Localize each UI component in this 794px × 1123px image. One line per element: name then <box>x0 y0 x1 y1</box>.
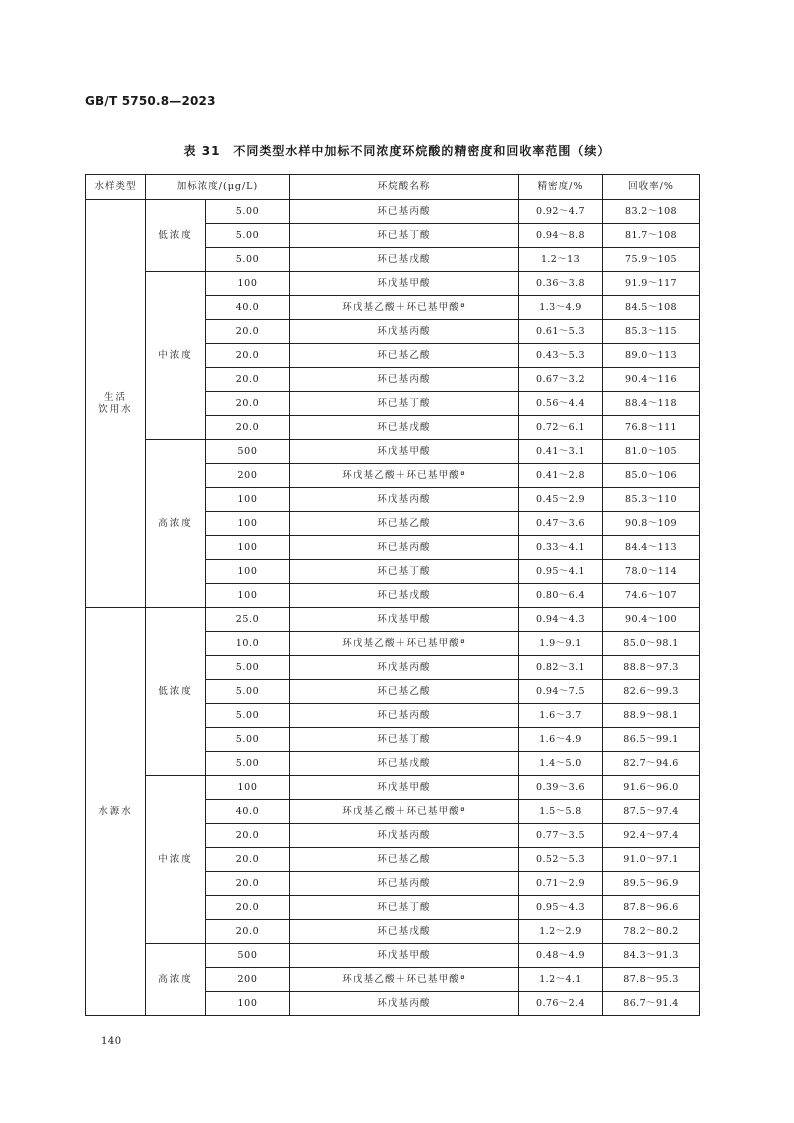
spike-conc-cell: 100 <box>206 488 290 512</box>
spike-conc-cell: 5.00 <box>206 200 290 224</box>
recovery-cell: 85.3～110 <box>603 488 700 512</box>
recovery-cell: 90.4～116 <box>603 368 700 392</box>
table-row <box>86 200 700 224</box>
acid-name-cell: 环已基戊酸 <box>290 248 519 272</box>
acid-name-cell: 环已基戊酸 <box>290 752 519 776</box>
precision-cell: 1.2～13 <box>519 248 603 272</box>
spike-conc-cell: 5.00 <box>206 728 290 752</box>
precision-cell: 0.95～4.1 <box>519 560 603 584</box>
acid-name-cell: 环戊基丙酸 <box>290 488 519 512</box>
recovery-cell: 74.6～107 <box>603 584 700 608</box>
water-type-cell <box>86 608 146 1016</box>
acid-name-cell: 环已基戊酸 <box>290 584 519 608</box>
recovery-cell: 86.5～99.1 <box>603 728 700 752</box>
precision-cell: 0.61～5.3 <box>519 320 603 344</box>
spike-conc-cell: 20.0 <box>206 320 290 344</box>
spike-conc-cell: 100 <box>206 512 290 536</box>
acid-name-cell: 环已基丁酸 <box>290 896 519 920</box>
acid-name-cell: 环戊基乙酸＋环已基甲酸ª <box>290 632 519 656</box>
spike-conc-cell: 500 <box>206 440 290 464</box>
standard-code: GB/T 5750.8—2023 <box>85 94 216 108</box>
recovery-cell: 82.7～94.6 <box>603 752 700 776</box>
acid-name-cell: 环戊基丙酸 <box>290 320 519 344</box>
acid-name-cell: 环已基丙酸 <box>290 200 519 224</box>
col-header-water-type: 水样类型 <box>86 175 146 200</box>
acid-name-cell: 环已基戊酸 <box>290 920 519 944</box>
acid-name-cell: 环戊基乙酸＋环已基甲酸ª <box>290 296 519 320</box>
recovery-cell: 84.4～113 <box>603 536 700 560</box>
spike-conc-cell: 20.0 <box>206 824 290 848</box>
recovery-cell: 85.0～98.1 <box>603 632 700 656</box>
spike-conc-cell: 10.0 <box>206 632 290 656</box>
acid-name-cell: 环戊基甲酸 <box>290 440 519 464</box>
acid-name-cell: 环已基丙酸 <box>290 872 519 896</box>
col-header-spike-conc: 加标浓度/(μg/L) <box>146 175 290 200</box>
recovery-cell: 75.9～105 <box>603 248 700 272</box>
acid-name-cell: 环已基丁酸 <box>290 728 519 752</box>
precision-cell: 0.77～3.5 <box>519 824 603 848</box>
precision-cell: 0.41～3.1 <box>519 440 603 464</box>
recovery-cell: 87.5～97.4 <box>603 800 700 824</box>
col-header-acid-name: 环烷酸名称 <box>290 175 519 200</box>
spike-conc-cell: 25.0 <box>206 608 290 632</box>
recovery-cell: 83.2～108 <box>603 200 700 224</box>
spike-conc-cell: 5.00 <box>206 680 290 704</box>
recovery-cell: 85.0～106 <box>603 464 700 488</box>
precision-cell: 0.43～5.3 <box>519 344 603 368</box>
spike-conc-cell: 100 <box>206 992 290 1016</box>
spike-conc-cell: 5.00 <box>206 224 290 248</box>
acid-name-cell: 环戊基乙酸＋环已基甲酸ª <box>290 464 519 488</box>
spike-conc-cell: 5.00 <box>206 656 290 680</box>
precision-cell: 1.9～9.1 <box>519 632 603 656</box>
acid-name-cell: 环已基乙酸 <box>290 848 519 872</box>
recovery-cell: 84.3～91.3 <box>603 944 700 968</box>
recovery-cell: 76.8～111 <box>603 416 700 440</box>
precision-cell: 0.95～4.3 <box>519 896 603 920</box>
spike-conc-cell: 20.0 <box>206 392 290 416</box>
precision-cell: 0.45～2.9 <box>519 488 603 512</box>
concentration-level-cell: 高浓度 <box>146 440 206 608</box>
acid-name-cell: 环戊基丙酸 <box>290 824 519 848</box>
recovery-cell: 90.4～100 <box>603 608 700 632</box>
recovery-cell: 78.2～80.2 <box>603 920 700 944</box>
acid-name-cell: 环已基丁酸 <box>290 392 519 416</box>
precision-cell: 1.2～2.9 <box>519 920 603 944</box>
spike-conc-cell: 200 <box>206 968 290 992</box>
spike-conc-cell: 100 <box>206 272 290 296</box>
precision-cell: 0.67～3.2 <box>519 368 603 392</box>
spike-conc-cell: 100 <box>206 536 290 560</box>
spike-conc-cell: 200 <box>206 464 290 488</box>
recovery-cell: 89.5～96.9 <box>603 872 700 896</box>
acid-name-cell: 环戊基乙酸＋环已基甲酸ª <box>290 800 519 824</box>
table-row <box>86 608 700 632</box>
precision-cell: 0.72～6.1 <box>519 416 603 440</box>
spike-conc-cell: 5.00 <box>206 704 290 728</box>
precision-cell: 0.52～5.3 <box>519 848 603 872</box>
recovery-cell: 81.0～105 <box>603 440 700 464</box>
acid-name-cell: 环已基丙酸 <box>290 704 519 728</box>
spike-conc-cell: 20.0 <box>206 920 290 944</box>
precision-cell: 0.41～2.8 <box>519 464 603 488</box>
concentration-level-cell: 高浓度 <box>146 944 206 1016</box>
spike-conc-cell: 20.0 <box>206 872 290 896</box>
spike-conc-cell: 100 <box>206 560 290 584</box>
spike-conc-cell: 100 <box>206 584 290 608</box>
water-type-label: 生活 <box>103 391 127 403</box>
acid-name-cell: 环戊基乙酸＋环已基甲酸ª <box>290 968 519 992</box>
spike-conc-cell: 20.0 <box>206 368 290 392</box>
precision-cell: 1.2～4.1 <box>519 968 603 992</box>
water-type-label: 饮用水 <box>98 403 133 415</box>
precision-recovery-table <box>85 174 700 1016</box>
precision-cell: 0.92～4.7 <box>519 200 603 224</box>
precision-cell: 0.33～4.1 <box>519 536 603 560</box>
acid-name-cell: 环已基戊酸 <box>290 416 519 440</box>
spike-conc-cell: 20.0 <box>206 848 290 872</box>
acid-name-cell: 环已基乙酸 <box>290 512 519 536</box>
acid-name-cell: 环戊基甲酸 <box>290 944 519 968</box>
recovery-cell: 87.8～96.6 <box>603 896 700 920</box>
precision-cell: 0.36～3.8 <box>519 272 603 296</box>
acid-name-cell: 环已基丁酸 <box>290 560 519 584</box>
precision-cell: 0.71～2.9 <box>519 872 603 896</box>
recovery-cell: 89.0～113 <box>603 344 700 368</box>
water-type-cell <box>86 200 146 608</box>
recovery-cell: 82.6～99.3 <box>603 680 700 704</box>
precision-cell: 0.94～4.3 <box>519 608 603 632</box>
table-row <box>86 272 700 296</box>
precision-cell: 0.94～7.5 <box>519 680 603 704</box>
col-header-precision: 精密度/% <box>519 175 603 200</box>
table-row <box>86 776 700 800</box>
precision-cell: 1.3～4.9 <box>519 296 603 320</box>
precision-cell: 1.6～4.9 <box>519 728 603 752</box>
precision-cell: 0.82～3.1 <box>519 656 603 680</box>
acid-name-cell: 环戊基甲酸 <box>290 272 519 296</box>
precision-cell: 1.5～5.8 <box>519 800 603 824</box>
recovery-cell: 91.0～97.1 <box>603 848 700 872</box>
acid-name-cell: 环已基丙酸 <box>290 368 519 392</box>
concentration-level-cell: 中浓度 <box>146 272 206 440</box>
spike-conc-cell: 40.0 <box>206 296 290 320</box>
recovery-cell: 88.8～97.3 <box>603 656 700 680</box>
precision-cell: 0.47～3.6 <box>519 512 603 536</box>
precision-cell: 0.56～4.4 <box>519 392 603 416</box>
water-type-label: 水源水 <box>98 805 133 817</box>
recovery-cell: 88.9～98.1 <box>603 704 700 728</box>
recovery-cell: 85.3～115 <box>603 320 700 344</box>
acid-name-cell: 环戊基甲酸 <box>290 776 519 800</box>
acid-name-cell: 环戊基丙酸 <box>290 992 519 1016</box>
acid-name-cell: 环已基丙酸 <box>290 536 519 560</box>
precision-cell: 1.4～5.0 <box>519 752 603 776</box>
recovery-cell: 84.5～108 <box>603 296 700 320</box>
table-row <box>86 944 700 968</box>
col-header-recovery: 回收率/% <box>603 175 700 200</box>
recovery-cell: 91.9～117 <box>603 272 700 296</box>
concentration-level-cell: 低浓度 <box>146 608 206 776</box>
recovery-cell: 91.6～96.0 <box>603 776 700 800</box>
spike-conc-cell: 20.0 <box>206 416 290 440</box>
table-title: 表 31 不同类型水样中加标不同浓度环烷酸的精密度和回收率范围（续） <box>183 144 611 158</box>
spike-conc-cell: 20.0 <box>206 344 290 368</box>
page-number: 140 <box>101 1036 122 1047</box>
concentration-level-cell: 低浓度 <box>146 200 206 272</box>
table-row <box>86 440 700 464</box>
recovery-cell: 86.7～91.4 <box>603 992 700 1016</box>
recovery-cell: 81.7～108 <box>603 224 700 248</box>
spike-conc-cell: 500 <box>206 944 290 968</box>
spike-conc-cell: 20.0 <box>206 896 290 920</box>
acid-name-cell: 环戊基甲酸 <box>290 608 519 632</box>
recovery-cell: 90.8～109 <box>603 512 700 536</box>
acid-name-cell: 环已基乙酸 <box>290 680 519 704</box>
precision-cell: 1.6～3.7 <box>519 704 603 728</box>
spike-conc-cell: 5.00 <box>206 752 290 776</box>
precision-cell: 0.76～2.4 <box>519 992 603 1016</box>
recovery-cell: 78.0～114 <box>603 560 700 584</box>
acid-name-cell: 环已基丁酸 <box>290 224 519 248</box>
acid-name-cell: 环戊基丙酸 <box>290 656 519 680</box>
spike-conc-cell: 100 <box>206 776 290 800</box>
recovery-cell: 92.4～97.4 <box>603 824 700 848</box>
spike-conc-cell: 40.0 <box>206 800 290 824</box>
precision-cell: 0.39～3.6 <box>519 776 603 800</box>
recovery-cell: 87.8～95.3 <box>603 968 700 992</box>
precision-cell: 0.94～8.8 <box>519 224 603 248</box>
recovery-cell: 88.4～118 <box>603 392 700 416</box>
precision-cell: 0.48～4.9 <box>519 944 603 968</box>
concentration-level-cell: 中浓度 <box>146 776 206 944</box>
spike-conc-cell: 5.00 <box>206 248 290 272</box>
precision-cell: 0.80～6.4 <box>519 584 603 608</box>
table-header-row <box>86 175 700 200</box>
acid-name-cell: 环已基乙酸 <box>290 344 519 368</box>
